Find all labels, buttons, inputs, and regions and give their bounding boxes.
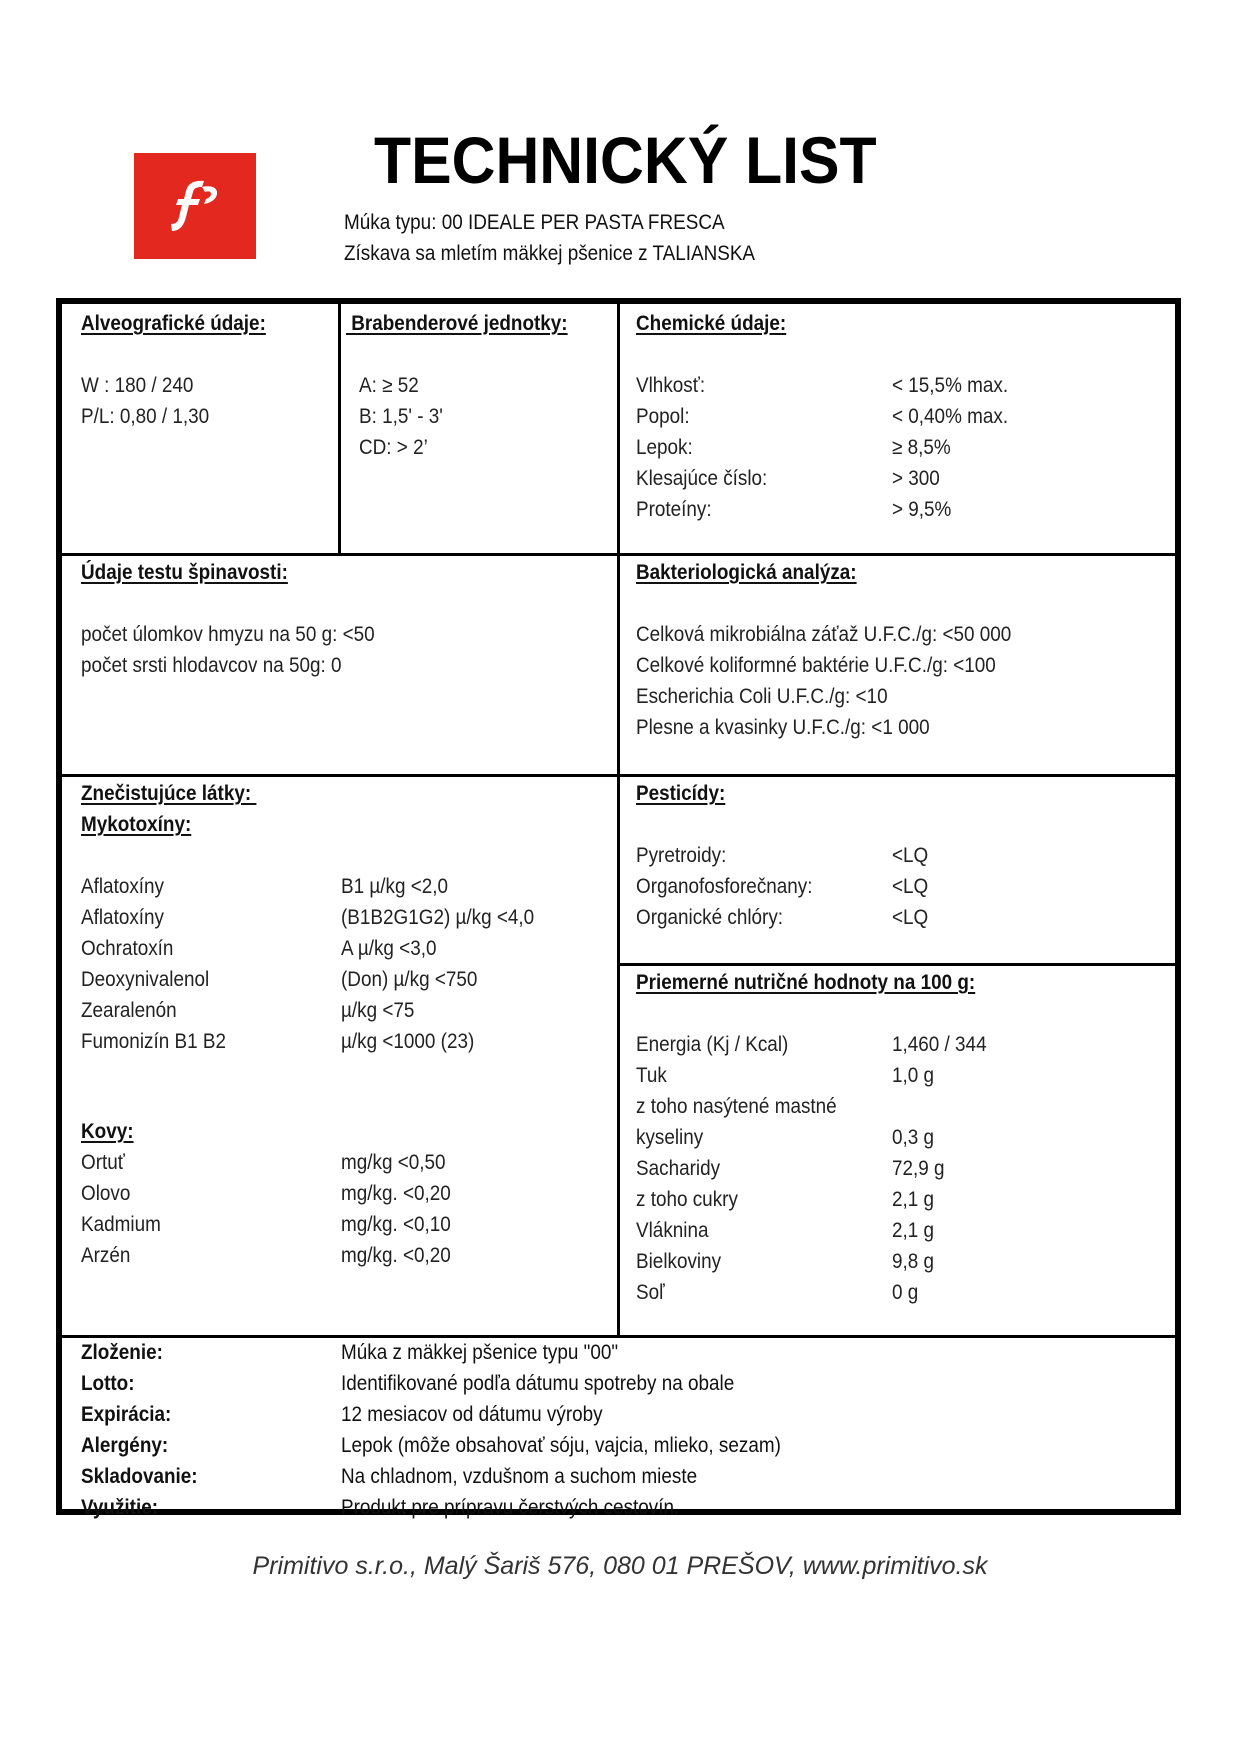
row-label: Kadmium (81, 1213, 161, 1236)
metal-row (81, 1240, 611, 1271)
row-value: > 300 (892, 467, 940, 490)
row-value: 72,9 g (892, 1157, 945, 1180)
brabender-b: B: 1,5' - 3' (359, 405, 443, 428)
mycotoxin-row (81, 964, 611, 995)
row-value: < 0,40% max. (892, 405, 1009, 428)
row-value: mg/kg. <0,20 (341, 1244, 451, 1267)
pesticides-section (636, 778, 1166, 933)
mycotoxins-heading: Mykotoxíny: (81, 813, 192, 836)
section-heading: Brabenderové jednotky: (346, 312, 568, 335)
mycotoxin-row (81, 933, 611, 964)
divider (617, 304, 620, 1336)
bacteriology-section (636, 557, 1166, 743)
nutrition-row (636, 1215, 1166, 1246)
row-label: Alergény: (81, 1434, 169, 1457)
mycotoxin-row (81, 995, 611, 1026)
row-value: 0,3 g (892, 1126, 935, 1149)
row-value: mg/kg. <0,10 (341, 1213, 451, 1236)
divider (338, 304, 341, 554)
bacteriology-line: Escherichia Coli U.F.C./g: <10 (636, 685, 888, 708)
row-label: Ochratoxín (81, 937, 174, 960)
row-label: Lotto: (81, 1372, 135, 1395)
company-address: Primitivo s.r.o., Malý Šariš 576, 080 01 PREŠOV, www.primitivo.sk (252, 1552, 988, 1580)
nutrition-row (636, 1122, 1166, 1153)
row-label: z toho cukry (636, 1188, 738, 1211)
company-logo (134, 153, 256, 259)
row-label: Pyretroidy: (636, 844, 727, 867)
section-heading: Chemické údaje: (636, 312, 787, 335)
row-value: (Don) µ/kg <750 (341, 968, 478, 991)
row-value: Lepok (môže obsahovať sóju, vajcia, mlieko, sezam) (341, 1434, 781, 1457)
row-label: Sacharidy (636, 1157, 721, 1180)
row-value: (B1B2G1G2) µ/kg <4,0 (341, 906, 535, 929)
nutrition-section (636, 967, 1166, 1308)
row-label: kyseliny (636, 1126, 704, 1149)
row-value: A µ/kg <3,0 (341, 937, 437, 960)
nutrition-row (636, 1184, 1166, 1215)
metal-row (81, 1147, 611, 1178)
row-value: 9,8 g (892, 1250, 935, 1273)
row-label: Vláknina (636, 1219, 709, 1242)
chemical-section (636, 308, 1166, 525)
bacteriology-line: Plesne a kvasinky U.F.C./g: <1 000 (636, 716, 930, 739)
row-value: mg/kg. <0,20 (341, 1182, 451, 1205)
brabender-cd: CD: > 2’ (359, 436, 428, 459)
row-value: µ/kg <75 (341, 999, 415, 1022)
flour-origin: Získava sa mletím mäkkej pšenice z TALIANSKA (344, 242, 756, 265)
nutrition-row (636, 1277, 1166, 1308)
metal-row (81, 1209, 611, 1240)
row-value: < 15,5% max. (892, 374, 1009, 397)
row-value: 0 g (892, 1281, 919, 1304)
section-heading: Priemerné nutričné hodnoty na 100 g: (636, 971, 976, 994)
row-label: Organofosforečnany: (636, 875, 813, 898)
row-label: Bielkoviny (636, 1250, 722, 1273)
section-heading: Alveografické údaje: (81, 312, 266, 335)
metal-row (81, 1178, 611, 1209)
row-value: 2,1 g (892, 1188, 935, 1211)
row-label: Lepok: (636, 436, 693, 459)
info-row-usage (81, 1492, 1161, 1523)
row-label: Zearalenón (81, 999, 177, 1022)
row-label: Soľ (636, 1281, 665, 1304)
alveograph-section (81, 308, 331, 432)
metals-heading: Kovy: (81, 1120, 134, 1143)
divider (617, 963, 1175, 966)
row-value: Identifikované podľa dátumu spotreby na obale (341, 1372, 735, 1395)
info-row-lot (81, 1368, 1161, 1399)
flour-type: Múka typu: 00 IDEALE PER PASTA FRESCA (344, 211, 725, 234)
nutrition-row (636, 1060, 1166, 1091)
row-value: Múka z mäkkej pšenice typu "00" (341, 1341, 619, 1364)
chemical-row (636, 494, 1166, 525)
row-value: <LQ (892, 844, 929, 867)
row-label: Klesajúce číslo: (636, 467, 768, 490)
bacteriology-line: Celkové koliformné baktérie U.F.C./g: <100 (636, 654, 996, 677)
section-heading: Bakteriologická analýza: (636, 561, 857, 584)
row-value: 1,0 g (892, 1064, 935, 1087)
row-label: Organické chlóry: (636, 906, 784, 929)
contaminants-section (81, 778, 611, 1271)
info-row-expiry (81, 1399, 1161, 1430)
alveograph-pl: P/L: 0,80 / 1,30 (81, 405, 210, 428)
row-label: Vlhkosť: (636, 374, 706, 397)
brabender-section (346, 308, 611, 463)
row-value: <LQ (892, 875, 929, 898)
brabender-a: A: ≥ 52 (359, 374, 419, 397)
section-heading: Pesticídy: (636, 782, 726, 805)
row-label: Energia (Kj / Kcal) (636, 1033, 789, 1056)
row-label: Ortuť (81, 1151, 125, 1174)
mycotoxin-row (81, 902, 611, 933)
nutrition-row (636, 1029, 1166, 1060)
row-label: Využitie: (81, 1496, 159, 1519)
pesticide-row (636, 871, 1166, 902)
divider (62, 553, 1175, 556)
section-heading: Údaje testu špinavosti: (81, 561, 288, 584)
row-value: Produkt pre prípravu čerstvých cestovín. (341, 1496, 680, 1519)
chemical-row (636, 401, 1166, 432)
row-label: Fumonizín B1 B2 (81, 1030, 226, 1053)
mycotoxin-row (81, 1026, 611, 1057)
row-value: Na chladnom, vzdušnom a suchom mieste (341, 1465, 698, 1488)
info-row-storage (81, 1461, 1161, 1492)
alveograph-w: W : 180 / 240 (81, 374, 194, 397)
row-label: Aflatoxíny (81, 875, 164, 898)
nutrition-row (636, 1246, 1166, 1277)
nutrition-row (636, 1153, 1166, 1184)
insect-fragments: počet úlomkov hmyzu na 50 g: <50 (81, 623, 375, 646)
row-label: Tuk (636, 1064, 667, 1087)
row-label: Skladovanie: (81, 1465, 198, 1488)
row-label: Zloženie: (81, 1341, 163, 1364)
row-label: Popol: (636, 405, 690, 428)
row-label: Proteíny: (636, 498, 712, 521)
row-value: 12 mesiacov od dátumu výroby (341, 1403, 603, 1426)
row-value: 2,1 g (892, 1219, 935, 1242)
row-value: <LQ (892, 906, 929, 929)
pesticide-row (636, 840, 1166, 871)
chemical-row (636, 370, 1166, 401)
row-value: 1,460 / 344 (892, 1033, 987, 1056)
row-label: z toho nasýtené mastné (636, 1095, 837, 1118)
row-label: Aflatoxíny (81, 906, 164, 929)
document-title: TECHNICKÝ LIST (374, 123, 877, 197)
nutrition-row (636, 1091, 1166, 1122)
row-value: µ/kg <1000 (23) (341, 1030, 475, 1053)
product-info-section (81, 1337, 1161, 1523)
info-row-allergens (81, 1430, 1161, 1461)
section-heading: Znečistujúce látky: (81, 782, 257, 805)
fp-logo-icon (162, 179, 228, 235)
row-label: Expirácia: (81, 1403, 172, 1426)
row-label: Olovo (81, 1182, 131, 1205)
mycotoxin-row (81, 871, 611, 902)
spec-table (56, 298, 1181, 1519)
row-value: mg/kg <0,50 (341, 1151, 446, 1174)
chemical-row (636, 432, 1166, 463)
row-value: ≥ 8,5% (892, 436, 951, 459)
row-label: Arzén (81, 1244, 131, 1267)
info-row-composition (81, 1337, 1161, 1368)
dirt-test-section (81, 557, 611, 681)
bacteriology-line: Celková mikrobiálna záťaž U.F.C./g: <50 000 (636, 623, 1012, 646)
rodent-hairs: počet srsti hlodavcov na 50g: 0 (81, 654, 342, 677)
divider (62, 774, 1175, 777)
row-label: Deoxynivalenol (81, 968, 210, 991)
chemical-row (636, 463, 1166, 494)
pesticide-row (636, 902, 1166, 933)
row-value: B1 µ/kg <2,0 (341, 875, 449, 898)
row-value: > 9,5% (892, 498, 952, 521)
